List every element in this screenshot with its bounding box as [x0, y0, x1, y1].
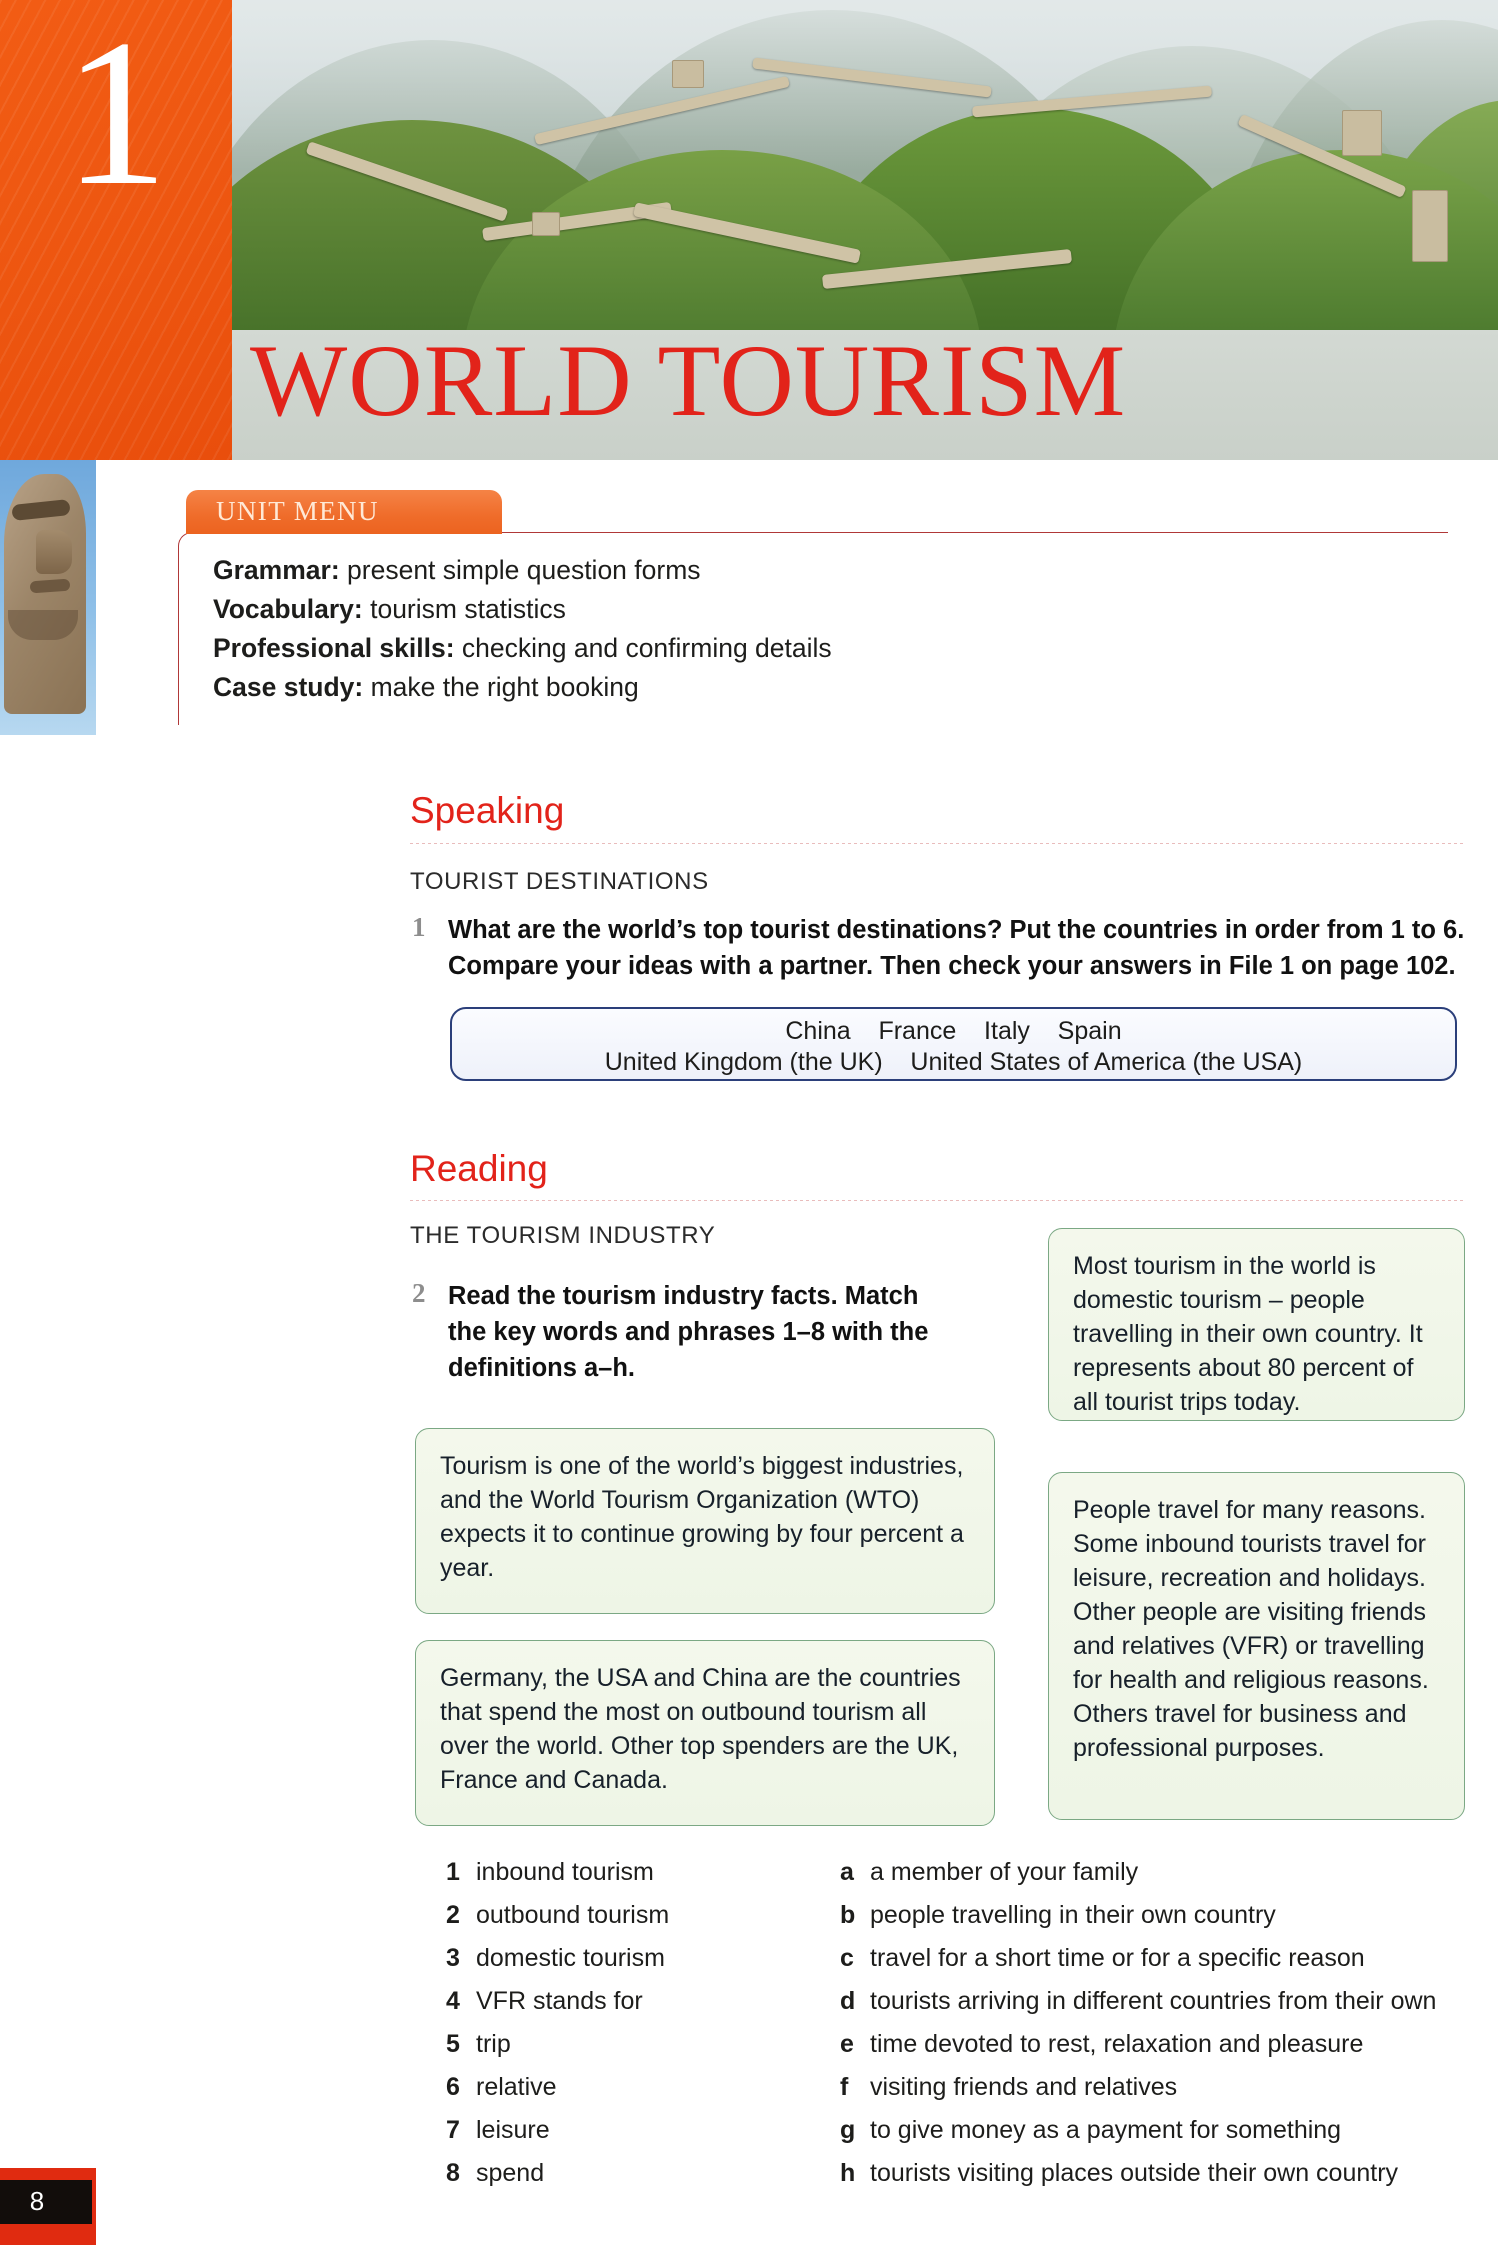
- unit-header-band: [0, 0, 1498, 460]
- unit-menu-tab-label: UNIT MENU: [216, 496, 379, 526]
- definition-text: people travelling in their own country: [870, 1901, 1276, 1929]
- key-word-number: 4: [446, 1987, 460, 2015]
- definition-letter: d: [840, 1987, 856, 2015]
- section-subheading-tourist-destinations: TOURIST DESTINATIONS: [410, 868, 709, 895]
- photo-watchtower: [532, 212, 560, 236]
- list-item[interactable]: [840, 1944, 1460, 1987]
- unit-menu-item-professional-skills: [213, 629, 1448, 668]
- unit-menu-item-label: Grammar:: [213, 555, 340, 585]
- list-item[interactable]: [840, 2030, 1460, 2073]
- exercise-1-instruction: [448, 912, 1468, 984]
- definition-text: tourists arriving in different countries from their own: [870, 1987, 1437, 2015]
- key-word-text: leisure: [476, 2116, 550, 2144]
- unit-menu-item-vocabulary: [213, 590, 1448, 629]
- unit-title-strip: [232, 330, 1498, 460]
- exercise-2-line3: definitions a–h.: [448, 1354, 636, 1382]
- unit-menu-item-case-study: [213, 668, 1448, 707]
- unit-menu-tab: [186, 490, 502, 534]
- key-words-list: [446, 1858, 816, 2202]
- key-word-text: trip: [476, 2030, 511, 2058]
- list-item[interactable]: [446, 1944, 816, 1987]
- fact-box-tourism-industry: Tourism is one of the world’s biggest industries, and the World Tourism Organization (WTO) expects it to continue growing by four percent a year.: [415, 1428, 995, 1614]
- unit-menu-item-value: checking and confirming details: [454, 633, 832, 663]
- key-word-text: VFR stands for: [476, 1987, 643, 2015]
- key-word-number: 7: [446, 2116, 460, 2144]
- section-rule-reading: [410, 1200, 1465, 1201]
- definitions-list: [840, 1858, 1460, 2202]
- section-subheading-tourism-industry: THE TOURISM INDUSTRY: [410, 1222, 716, 1249]
- definition-text: a member of your family: [870, 1858, 1139, 1886]
- key-word-text: outbound tourism: [476, 1901, 670, 1929]
- list-item[interactable]: [446, 2073, 816, 2116]
- definition-letter: a: [840, 1858, 854, 1886]
- unit-menu-item-value: make the right booking: [363, 672, 639, 702]
- definition-letter: f: [840, 2073, 849, 2101]
- easter-island-moai-photo: [0, 460, 96, 735]
- key-word-number: 8: [446, 2159, 460, 2187]
- key-word-text: relative: [476, 2073, 557, 2101]
- key-word-number: 1: [446, 1858, 460, 1886]
- unit-menu-item-label: Vocabulary:: [213, 594, 363, 624]
- section-rule-speaking: [410, 843, 1465, 844]
- list-item[interactable]: [446, 1901, 816, 1944]
- exercise-number-1: 1: [412, 912, 426, 942]
- exercise-2-line2: the key words and phrases 1–8 with the: [448, 1318, 929, 1346]
- list-item[interactable]: [446, 2030, 816, 2073]
- section-heading-speaking: Speaking: [410, 790, 565, 831]
- list-item[interactable]: [840, 2116, 1460, 2159]
- definition-letter: g: [840, 2116, 856, 2144]
- country-options-line-2: United Kingdom (the UK) United States of America (the USA): [604, 1048, 1303, 1076]
- definition-text: tourists visiting places outside their own country: [870, 2159, 1399, 2187]
- definition-letter: h: [840, 2159, 856, 2187]
- photo-watchtower: [1412, 190, 1448, 262]
- key-word-number: 2: [446, 1901, 460, 1929]
- unit-menu-item-value: tourism statistics: [362, 594, 566, 624]
- exercise-2-line1: Read the tourism industry facts. Match: [448, 1282, 919, 1310]
- list-item[interactable]: [840, 1901, 1460, 1944]
- fact-box-domestic-tourism: Most tourism in the world is domestic tourism – people travelling in their own country. It represents about 80 percent of all tourist trips today.: [1048, 1228, 1465, 1421]
- exercise-1-line1: What are the world’s top tourist destinations? Put the countries in order from 1 to 6.: [448, 916, 1465, 944]
- fact-box-travel-reasons: People travel for many reasons. Some inbound tourists travel for leisure, recreation and holidays. Other people are visiting friends and relatives (VFR) or travelling for health and religious reasons. Others travel for business and professional purposes.: [1048, 1472, 1465, 1820]
- list-item[interactable]: [840, 2159, 1460, 2202]
- unit-menu-item-label: Case study:: [213, 672, 364, 702]
- key-word-number: 6: [446, 2073, 460, 2101]
- exercise-2-instruction: [448, 1278, 968, 1386]
- key-word-text: inbound tourism: [476, 1858, 654, 1886]
- list-item[interactable]: [446, 1858, 816, 1901]
- unit-number: 1: [63, 0, 169, 229]
- unit-number-block: [0, 0, 232, 460]
- list-item[interactable]: [446, 2159, 816, 2202]
- key-word-number: 5: [446, 2030, 460, 2058]
- unit-menu-item-label: Professional skills:: [213, 633, 455, 663]
- definition-text: travel for a short time or for a specific reason: [870, 1944, 1365, 1972]
- exercise-number-2: 2: [412, 1278, 426, 1308]
- photo-watchtower: [1342, 110, 1382, 156]
- unit-menu-body: [178, 532, 1448, 725]
- exercise-1-line2: Compare your ideas with a partner. Then check your answers in File 1 on page 102.: [448, 952, 1456, 980]
- list-item[interactable]: [446, 1987, 816, 2030]
- fact-box-top-spenders: Germany, the USA and China are the countries that spend the most on outbound tourism all over the world. Other top spenders are the UK, France and Canada.: [415, 1640, 995, 1826]
- unit-menu-item-value: present simple question forms: [339, 555, 701, 585]
- country-options-box[interactable]: [450, 1007, 1457, 1081]
- photo-watchtower: [672, 60, 704, 88]
- list-item[interactable]: [840, 1987, 1460, 2030]
- definition-letter: e: [840, 2030, 854, 2058]
- key-word-text: spend: [476, 2159, 545, 2187]
- definition-text: visiting friends and relatives: [870, 2073, 1178, 2101]
- unit-menu: [178, 490, 1448, 725]
- great-wall-of-china-photo: [232, 0, 1498, 330]
- key-word-number: 3: [446, 1944, 460, 1972]
- section-heading-reading: Reading: [410, 1148, 548, 1189]
- definition-letter: b: [840, 1901, 856, 1929]
- list-item[interactable]: [446, 2116, 816, 2159]
- definition-letter: c: [840, 1944, 854, 1972]
- country-options-line-1: China France Italy Spain: [785, 1017, 1122, 1045]
- list-item[interactable]: [840, 1858, 1460, 1901]
- definition-text: time devoted to rest, relaxation and pleasure: [870, 2030, 1364, 2058]
- unit-title: WORLD TOURISM: [250, 330, 1127, 438]
- key-word-text: domestic tourism: [476, 1944, 665, 1972]
- page-number: 8: [29, 2186, 45, 2216]
- moai-chin-shape: [8, 610, 78, 640]
- definition-text: to give money as a payment for something: [870, 2116, 1342, 2144]
- moai-nose-shape: [36, 530, 72, 574]
- list-item[interactable]: [840, 2073, 1460, 2116]
- unit-menu-item-grammar: [213, 551, 1448, 590]
